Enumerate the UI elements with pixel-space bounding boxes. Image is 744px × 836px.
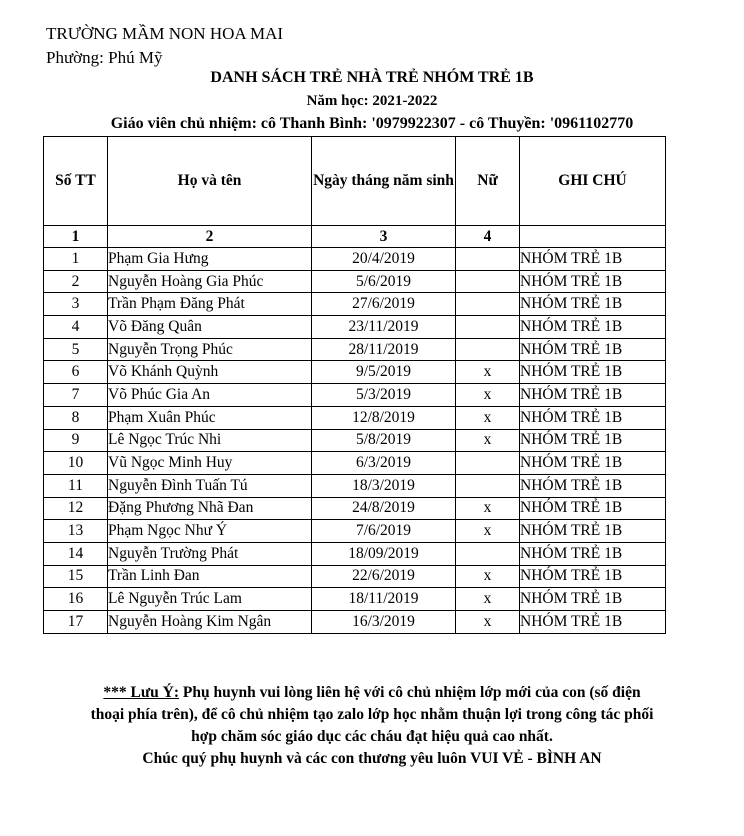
cell-stt: 5	[44, 338, 108, 361]
cell-dob: 12/8/2019	[312, 406, 456, 429]
cell-dob: 6/3/2019	[312, 452, 456, 475]
header-female: Nữ	[456, 137, 520, 226]
ward-name: Phường: Phú Mỹ	[46, 48, 163, 67]
column-number: 4	[456, 226, 520, 248]
cell-stt: 15	[44, 565, 108, 588]
cell-stt: 6	[44, 361, 108, 384]
cell-note: NHÓM TRẺ 1B	[520, 520, 666, 543]
cell-note: NHÓM TRẺ 1B	[520, 429, 666, 452]
table-row	[44, 520, 666, 543]
cell-female	[456, 542, 520, 565]
student-roster-table	[43, 136, 666, 634]
cell-note: NHÓM TRẺ 1B	[520, 406, 666, 429]
cell-note: NHÓM TRẺ 1B	[520, 361, 666, 384]
cell-stt: 14	[44, 542, 108, 565]
cell-name: Vũ Ngọc Minh Huy	[108, 452, 312, 475]
cell-dob: 18/3/2019	[312, 474, 456, 497]
cell-stt: 10	[44, 452, 108, 475]
table-row	[44, 384, 666, 407]
cell-stt: 1	[44, 248, 108, 271]
table-header-row	[44, 137, 666, 226]
cell-dob: 9/5/2019	[312, 361, 456, 384]
notice-line-2: thoại phía trên), để cô chủ nhiệm tạo zalo lớp học nhằm thuận lợi trong công tác phối	[90, 706, 654, 723]
cell-female: x	[456, 588, 520, 611]
column-number-row	[44, 226, 666, 248]
notice-line-4: Chúc quý phụ huynh và các con thương yêu luôn VUI VẺ - BÌNH AN	[142, 750, 602, 767]
column-number: 3	[312, 226, 456, 248]
header-stt: Số TT	[44, 137, 108, 226]
column-number: 1	[44, 226, 108, 248]
cell-dob: 18/09/2019	[312, 542, 456, 565]
cell-note: NHÓM TRẺ 1B	[520, 497, 666, 520]
notice-text-1: Phụ huynh vui lòng liên hệ với cô chủ nhiệm lớp mới của con (số điện	[179, 684, 641, 701]
notice-label: *** Lưu Ý:	[103, 684, 180, 701]
table-row	[44, 497, 666, 520]
cell-dob: 28/11/2019	[312, 338, 456, 361]
table-row	[44, 542, 666, 565]
cell-dob: 5/3/2019	[312, 384, 456, 407]
cell-note: NHÓM TRẺ 1B	[520, 474, 666, 497]
cell-name: Đặng Phương Nhã Đan	[108, 497, 312, 520]
cell-note: NHÓM TRẺ 1B	[520, 542, 666, 565]
header-note: GHI CHÚ	[520, 137, 666, 226]
cell-name: Võ Khánh Quỳnh	[108, 361, 312, 384]
cell-name: Trần Phạm Đăng Phát	[108, 293, 312, 316]
cell-name: Võ Phúc Gia An	[108, 384, 312, 407]
cell-female	[456, 293, 520, 316]
cell-female: x	[456, 520, 520, 543]
cell-stt: 2	[44, 270, 108, 293]
cell-name: Phạm Ngọc Như Ý	[108, 520, 312, 543]
cell-dob: 24/8/2019	[312, 497, 456, 520]
table-row	[44, 406, 666, 429]
notice-block	[0, 682, 744, 770]
table-row	[44, 452, 666, 475]
cell-dob: 5/8/2019	[312, 429, 456, 452]
cell-female: x	[456, 429, 520, 452]
cell-note: NHÓM TRẺ 1B	[520, 316, 666, 339]
cell-note: NHÓM TRẺ 1B	[520, 384, 666, 407]
cell-note: NHÓM TRẺ 1B	[520, 293, 666, 316]
cell-stt: 9	[44, 429, 108, 452]
cell-female: x	[456, 611, 520, 634]
cell-name: Nguyễn Đình Tuấn Tú	[108, 474, 312, 497]
cell-female	[456, 474, 520, 497]
cell-female: x	[456, 361, 520, 384]
table-row	[44, 248, 666, 271]
cell-note: NHÓM TRẺ 1B	[520, 588, 666, 611]
cell-female: x	[456, 565, 520, 588]
table-row	[44, 338, 666, 361]
cell-dob: 23/11/2019	[312, 316, 456, 339]
cell-note: NHÓM TRẺ 1B	[520, 565, 666, 588]
cell-name: Lê Ngọc Trúc Nhi	[108, 429, 312, 452]
school-name: TRƯỜNG MẦM NON HOA MAI	[46, 24, 284, 43]
cell-female	[456, 270, 520, 293]
school-year: Năm học: 2021-2022	[306, 93, 438, 109]
cell-name: Phạm Gia Hưng	[108, 248, 312, 271]
cell-dob: 22/6/2019	[312, 565, 456, 588]
cell-female	[456, 248, 520, 271]
cell-dob: 18/11/2019	[312, 588, 456, 611]
cell-stt: 8	[44, 406, 108, 429]
cell-name: Nguyễn Hoàng Kim Ngân	[108, 611, 312, 634]
cell-female	[456, 316, 520, 339]
cell-dob: 27/6/2019	[312, 293, 456, 316]
cell-stt: 4	[44, 316, 108, 339]
header-name: Họ và tên	[108, 137, 312, 226]
cell-stt: 13	[44, 520, 108, 543]
cell-female	[456, 338, 520, 361]
cell-stt: 11	[44, 474, 108, 497]
table-body	[44, 248, 666, 634]
homeroom-teachers: Giáo viên chủ nhiệm: cô Thanh Bình: '0979922307 - cô Thuyền: '0961102770	[110, 115, 634, 132]
table-row	[44, 565, 666, 588]
document-title: DANH SÁCH TRẺ NHÀ TRẺ NHÓM TRẺ 1B	[210, 69, 534, 86]
cell-name: Lê Nguyễn Trúc Lam	[108, 588, 312, 611]
table-row	[44, 293, 666, 316]
cell-name: Nguyễn Trọng Phúc	[108, 338, 312, 361]
table-row	[44, 474, 666, 497]
cell-stt: 17	[44, 611, 108, 634]
table-row	[44, 361, 666, 384]
column-number: 2	[108, 226, 312, 248]
table-row	[44, 316, 666, 339]
cell-note: NHÓM TRẺ 1B	[520, 270, 666, 293]
table-row	[44, 429, 666, 452]
cell-female: x	[456, 497, 520, 520]
cell-stt: 12	[44, 497, 108, 520]
notice-line-3: hợp chăm sóc giáo dục các cháu đạt hiệu quả cao nhất.	[191, 728, 553, 745]
cell-note: NHÓM TRẺ 1B	[520, 248, 666, 271]
table-row	[44, 611, 666, 634]
cell-name: Nguyễn Hoàng Gia Phúc	[108, 270, 312, 293]
cell-name: Võ Đăng Quân	[108, 316, 312, 339]
cell-dob: 16/3/2019	[312, 611, 456, 634]
notice-line-1	[0, 682, 744, 704]
cell-note: NHÓM TRẺ 1B	[520, 338, 666, 361]
cell-name: Phạm Xuân Phúc	[108, 406, 312, 429]
header-dob: Ngày tháng năm sinh	[312, 137, 456, 226]
column-number	[520, 226, 666, 248]
cell-female: x	[456, 406, 520, 429]
cell-stt: 3	[44, 293, 108, 316]
cell-note: NHÓM TRẺ 1B	[520, 611, 666, 634]
table-row	[44, 588, 666, 611]
cell-stt: 7	[44, 384, 108, 407]
cell-dob: 20/4/2019	[312, 248, 456, 271]
cell-note: NHÓM TRẺ 1B	[520, 452, 666, 475]
cell-female	[456, 452, 520, 475]
cell-name: Nguyễn Trường Phát	[108, 542, 312, 565]
cell-name: Trần Linh Đan	[108, 565, 312, 588]
table-row	[44, 270, 666, 293]
cell-female: x	[456, 384, 520, 407]
cell-dob: 7/6/2019	[312, 520, 456, 543]
cell-stt: 16	[44, 588, 108, 611]
cell-dob: 5/6/2019	[312, 270, 456, 293]
